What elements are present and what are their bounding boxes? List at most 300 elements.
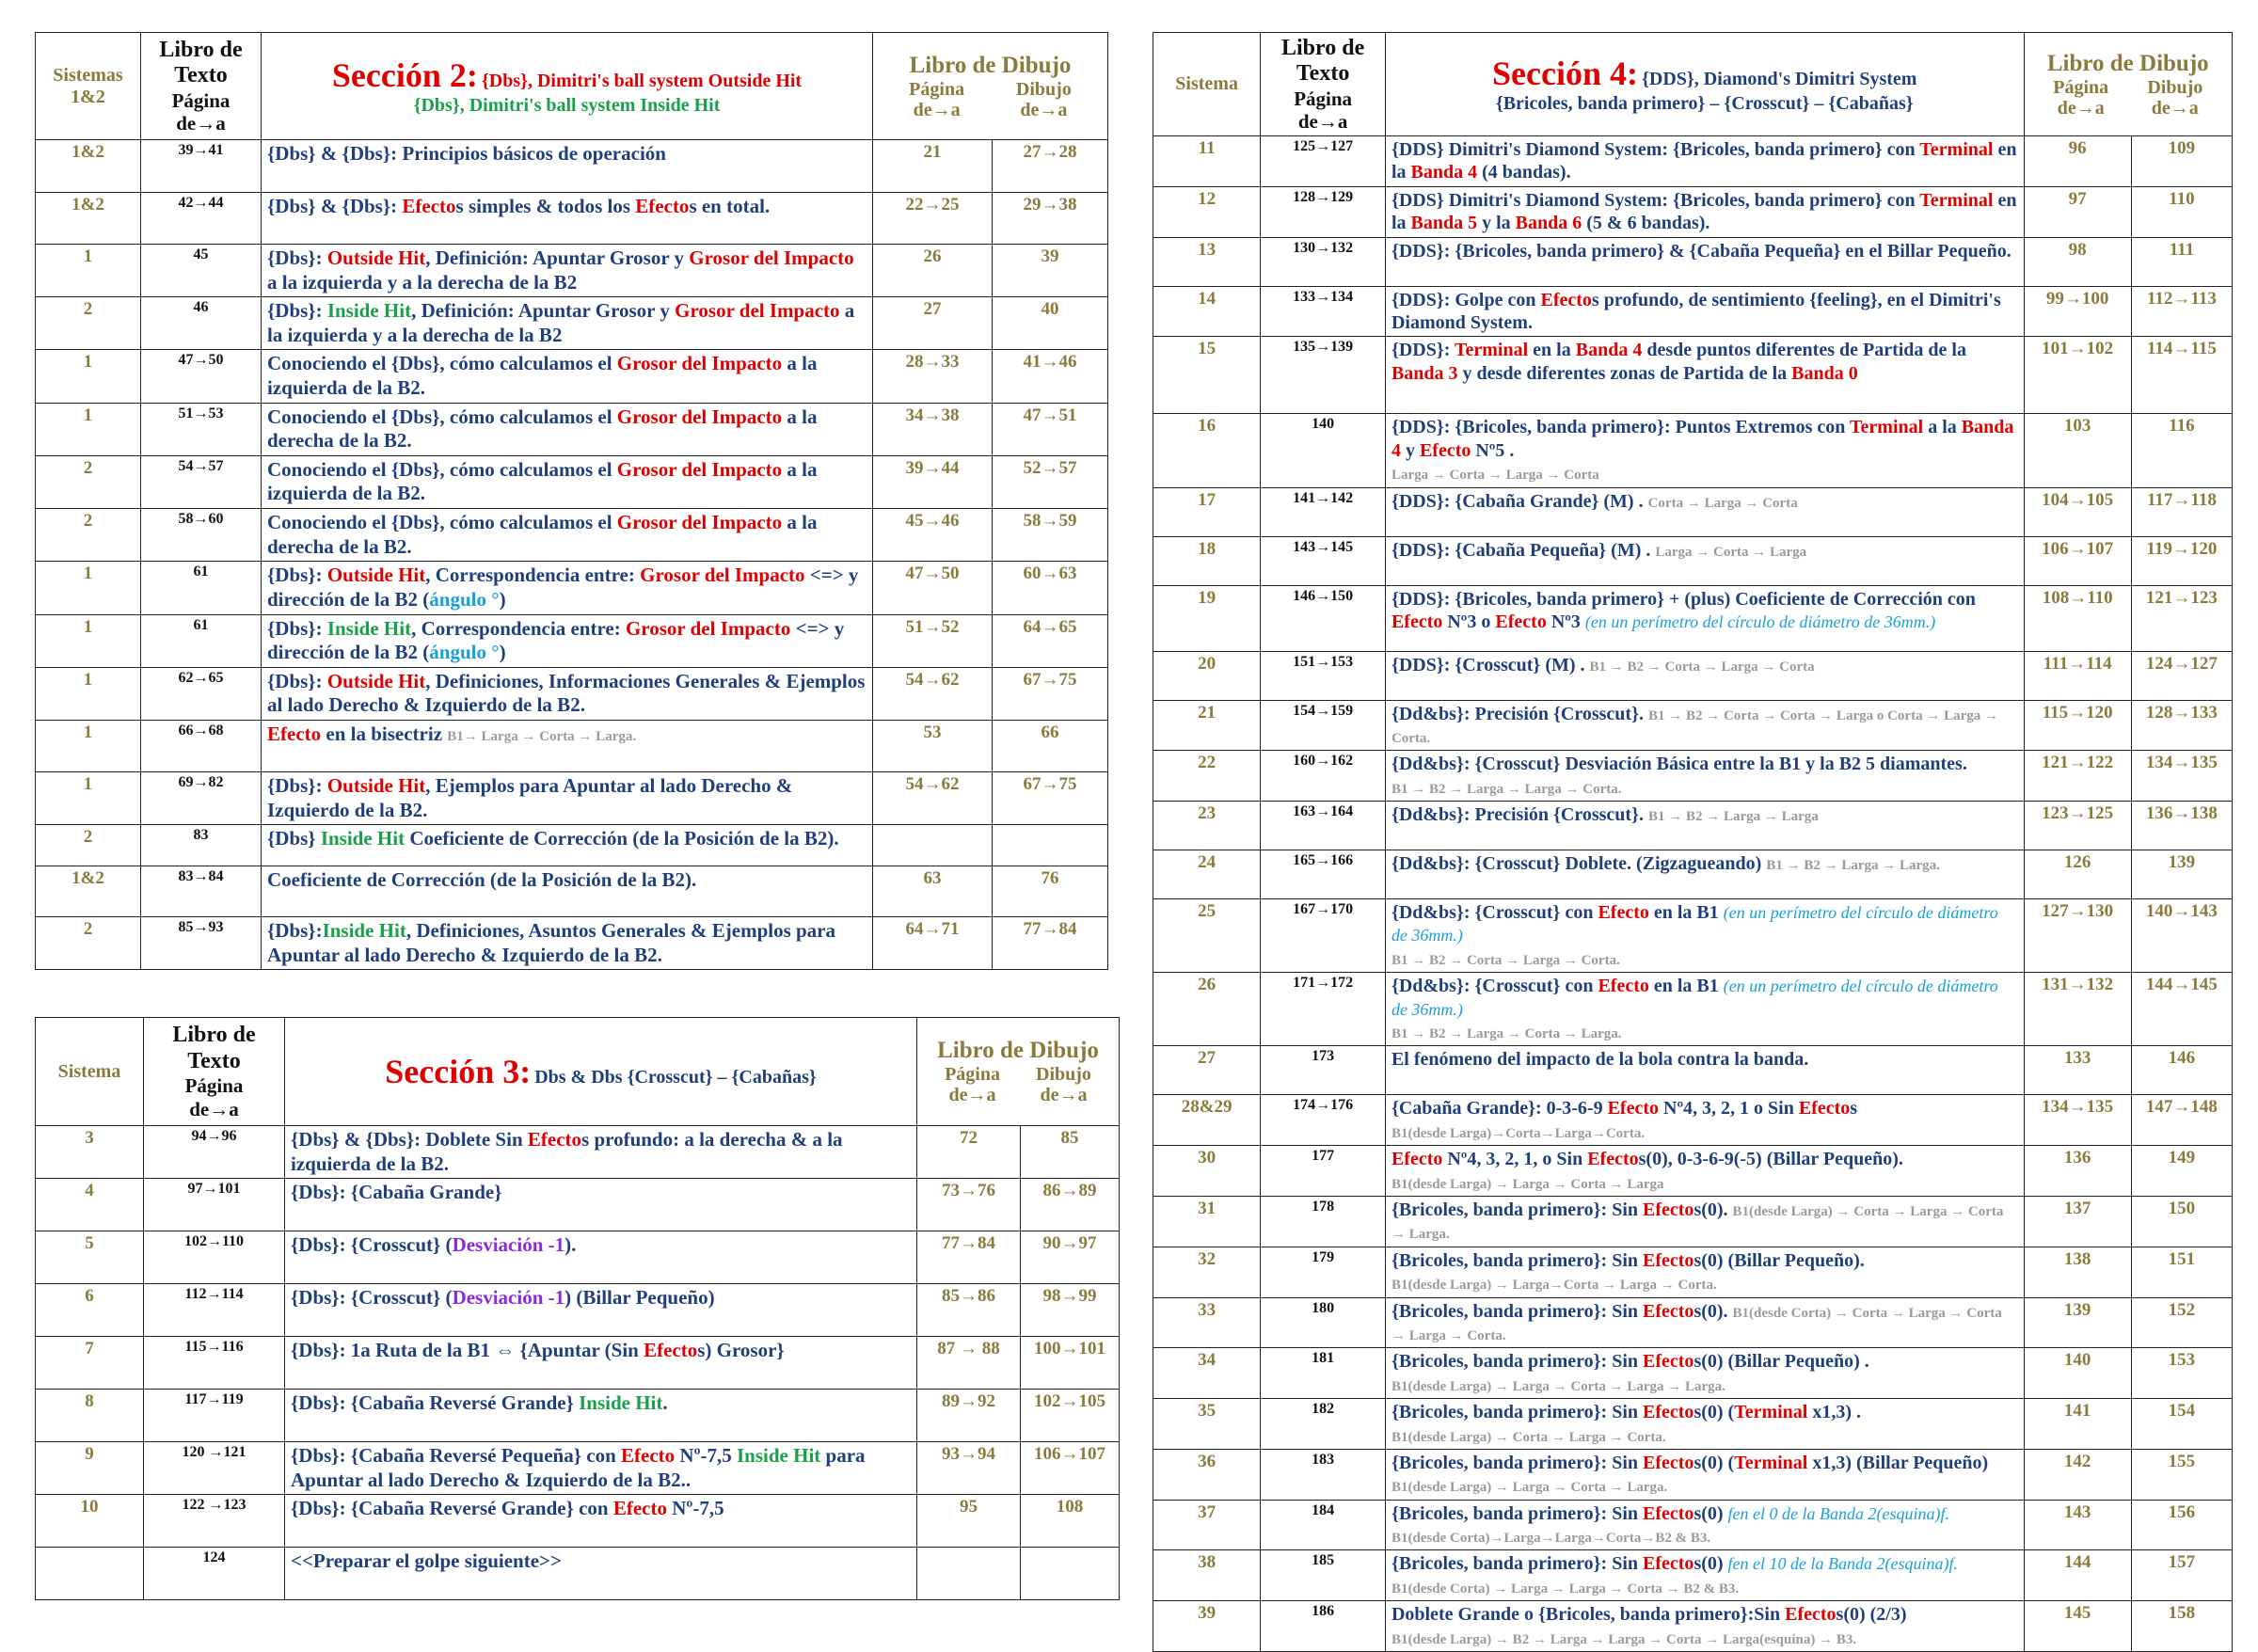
libro-texto-cell: 185 [1261, 1550, 1386, 1601]
libro-texto-cell: 151→153 [1261, 651, 1386, 700]
sistema-cell: 1 [36, 245, 141, 297]
table-row [1153, 237, 2233, 286]
dibujo-cell: 140→143 [2131, 899, 2232, 973]
libro-texto-cell: 160→162 [1261, 751, 1386, 802]
description-text: {Dbs} & {Dbs}: Efectos simples & todos los Efectos en total. [267, 195, 771, 217]
dibujo-cell: 156 [2131, 1500, 2232, 1550]
description-cell [1385, 751, 2024, 802]
sistema-cell: 1 [36, 350, 141, 403]
dibujo-cell: 66 [993, 720, 1108, 771]
description-text: {Dbs}: {Crosscut} (Desviación -1). [291, 1233, 577, 1257]
description-text: {Dbs} Inside Hit Coeficiente de Corrección (de la Posición de la B2). [267, 827, 839, 850]
header-libro-dibujo: Libro de Dibujo Página de→aDibujo de→a [917, 1018, 1120, 1126]
libro-texto-cell: 173 [1261, 1046, 1386, 1095]
description-cell [262, 193, 873, 245]
pagina-cell: 101→102 [2024, 337, 2131, 414]
table-row [36, 509, 1108, 562]
dibujo-cell: 58→59 [993, 509, 1108, 562]
section3-header-row [36, 1018, 1120, 1126]
pagina-cell: 121→122 [2024, 751, 2131, 802]
sistema-cell: 19 [1153, 585, 1261, 651]
dibujo-cell: 155 [2131, 1449, 2232, 1500]
pagina-cell: 87 → 88 [917, 1337, 1021, 1390]
section2-title-cell [262, 33, 873, 140]
route-text: B1(desde Larga) → Corta → Larga → Corta. [1391, 1429, 1666, 1445]
table-row [1153, 802, 2233, 850]
description-text: {DDS}: {Bricoles, banda primero} & {Cabaña Pequeña} en el Billar Pequeño. [1391, 240, 2012, 262]
description-text: {Dbs} & {Dbs}: Principios básicos de operación [267, 142, 666, 165]
header-sistemas: Sistemas 1&2 [36, 33, 141, 140]
description-cell [1385, 414, 2024, 487]
description-text: {Dbs}: {Crosscut} (Desviación -1) (Billar Pequeño) [291, 1286, 715, 1310]
libro-texto-cell: 133→134 [1261, 286, 1386, 337]
table-row [1153, 899, 2233, 973]
table-row [36, 140, 1108, 193]
pagina-cell: 123→125 [2024, 802, 2131, 850]
pagina-cell: 47→50 [873, 562, 993, 614]
sistema-cell: 4 [36, 1179, 144, 1231]
table-row [36, 1284, 1120, 1337]
sistema-cell: 14 [1153, 286, 1261, 337]
table-row [36, 193, 1108, 245]
section3-table [35, 1017, 1120, 1600]
description-text: El fenómeno del impacto de la bola contra la banda. [1391, 1049, 1809, 1071]
description-text: {Cabaña Grande}: 0-3-6-9 Efecto Nº4, 3, 2, 1 o Sin Efectos [1391, 1098, 1858, 1120]
table-row [1153, 1297, 2233, 1348]
description-cell [285, 1126, 917, 1179]
pagina-cell: 96 [2024, 136, 2131, 187]
table-row [1153, 1046, 2233, 1095]
libro-texto-cell: 125→127 [1261, 136, 1386, 187]
description-cell [1385, 1449, 2024, 1500]
dibujo-cell: 111 [2131, 237, 2232, 286]
sistema-cell: 28&29 [1153, 1095, 1261, 1146]
description-cell [1385, 1399, 2024, 1450]
description-cell [1385, 1247, 2024, 1297]
pagina-cell: 103 [2024, 414, 2131, 487]
description-text: {Bricoles, banda primero}: Sin Efectos(0). [1391, 1199, 1728, 1220]
description-text: {Bricoles, banda primero}: Sin Efectos(0) [1391, 1502, 1728, 1524]
sistema-cell: 26 [1153, 973, 1261, 1046]
pagina-cell: 142 [2024, 1449, 2131, 1500]
table-row [36, 825, 1108, 866]
description-text: Conociendo el {Dbs}, cómo calculamos el Grosor del Impacto a la derecha de la B2. [267, 405, 818, 453]
table-row [36, 245, 1108, 297]
description-text: Coeficiente de Corrección (de la Posición de la B2). [267, 868, 697, 892]
description-text: Doblete Grande o {Bricoles, banda primero}:Sin Efectos(0) (2/3) [1391, 1604, 1907, 1626]
dibujo-cell: 157 [2131, 1550, 2232, 1601]
sistema-cell: 21 [1153, 700, 1261, 751]
sistema-cell: 3 [36, 1126, 144, 1179]
sistema-cell: 1 [36, 771, 141, 824]
table-row [36, 350, 1108, 403]
libro-texto-cell: 154→159 [1261, 700, 1386, 751]
section2-table [35, 32, 1108, 970]
route-text: B1 → B2 → Corta → Larga → Corta [1589, 659, 1815, 675]
table-row [36, 455, 1108, 508]
route-text: Corta → Larga → Corta [1647, 495, 1798, 511]
description-text: {DDS}: Golpe con Efectos profundo, de sentimiento {feeling}, en el Dimitri's Diamond System. [1391, 289, 2001, 333]
description-text: {Dd&bs}: {Crosscut} con Efecto en la B1 [1391, 976, 1719, 997]
dibujo-cell [993, 825, 1108, 866]
description-text: {Dbs}: Outside Hit, Definición: Apuntar Grosor y Grosor del Impacto a la izquierda y a la derecha de la B2 [267, 246, 854, 294]
description-cell [1385, 237, 2024, 286]
table-row [1153, 651, 2233, 700]
libro-texto-cell: 179 [1261, 1247, 1386, 1297]
dibujo-cell: 124→127 [2131, 651, 2232, 700]
route-text: Larga → Corta → Larga [1655, 544, 1807, 560]
description-cell [1385, 1550, 2024, 1601]
dibujo-cell: 106→107 [1021, 1442, 1120, 1495]
table-row [1153, 973, 2233, 1046]
section2-sub1: {Dbs}, Dimitri's ball system Outside Hit [481, 71, 803, 91]
description-text: Conociendo el {Dbs}, cómo calculamos el Grosor del Impacto a la izquierda de la B2. [267, 352, 818, 400]
sistema-cell: 1&2 [36, 140, 141, 193]
table-row [1153, 136, 2233, 187]
description-cell [1385, 1196, 2024, 1247]
description-cell [262, 403, 873, 455]
dibujo-cell: 128→133 [2131, 700, 2232, 751]
description-cell [262, 140, 873, 193]
table-row [1153, 850, 2233, 899]
table-row [1153, 1601, 2233, 1652]
pagina-cell: 63 [873, 866, 993, 917]
libro-texto-cell: 69→82 [141, 771, 262, 824]
sistema-cell: 2 [36, 297, 141, 350]
description-cell [262, 562, 873, 614]
libro-texto-cell: 51→53 [141, 403, 262, 455]
description-cell [262, 917, 873, 970]
description-text: {Dbs}: Inside Hit, Definición: Apuntar Grosor y Grosor del Impacto a la izquierda y a la derecha de la B2 [267, 299, 855, 346]
description-text: {Bricoles, banda primero}: Sin Efectos(0) (Terminal x1,3) . [1391, 1402, 1862, 1423]
sistema-cell: 8 [36, 1390, 144, 1442]
table-row [36, 720, 1108, 771]
libro-texto-cell: 94→96 [144, 1126, 285, 1179]
pagina-cell: 53 [873, 720, 993, 771]
route-text: B1(desde Larga) → Larga → Corta → Larga → Larga. [1391, 1378, 1725, 1394]
libro-texto-cell: 66→68 [141, 720, 262, 771]
libro-texto-cell: 186 [1261, 1601, 1386, 1652]
section2-header-row [36, 33, 1108, 140]
pagina-cell: 104→105 [2024, 487, 2131, 536]
sistema-cell: 10 [36, 1495, 144, 1548]
sistema-cell: 22 [1153, 751, 1261, 802]
pagina-cell: 141 [2024, 1399, 2131, 1450]
description-cell [1385, 802, 2024, 850]
sistema-cell: 15 [1153, 337, 1261, 414]
dibujo-cell: 110 [2131, 186, 2232, 237]
pagina-cell: 144 [2024, 1550, 2131, 1601]
libro-texto-cell: 180 [1261, 1297, 1386, 1348]
libro-texto-cell: 102→110 [144, 1231, 285, 1284]
pagina-cell: 22→25 [873, 193, 993, 245]
sistema-cell: 1&2 [36, 866, 141, 917]
dibujo-cell: 121→123 [2131, 585, 2232, 651]
route-text: B1 → B2 → Corta → Corta → Larga o Corta → Larga → Corta. [1391, 707, 1998, 746]
description-cell [1385, 1146, 2024, 1197]
sistema-cell: 12 [1153, 186, 1261, 237]
dibujo-cell: 158 [2131, 1601, 2232, 1652]
pagina-cell: 45→46 [873, 509, 993, 562]
pagina-cell: 54→62 [873, 771, 993, 824]
pagina-cell [873, 825, 993, 866]
libro-texto-cell: 130→132 [1261, 237, 1386, 286]
sistema-cell: 5 [36, 1231, 144, 1284]
libro-texto-cell: 135→139 [1261, 337, 1386, 414]
description-cell [285, 1284, 917, 1337]
libro-texto-cell: 58→60 [141, 509, 262, 562]
sistema-cell: 24 [1153, 850, 1261, 899]
description-cell [1385, 651, 2024, 700]
pagina-cell: 136 [2024, 1146, 2131, 1197]
libro-texto-cell: 141→142 [1261, 487, 1386, 536]
pagina-cell: 21 [873, 140, 993, 193]
dibujo-cell: 112→113 [2131, 286, 2232, 337]
description-cell [1385, 286, 2024, 337]
description-text: {Bricoles, banda primero}: Sin Efectos(0). [1391, 1300, 1728, 1322]
table-row [1153, 186, 2233, 237]
description-text: <<Preparar el golpe siguiente>> [291, 1549, 562, 1573]
description-text: {DDS}: {Bricoles, banda primero}: Puntos Extremos con Terminal a la Banda 4 y Efecto Nº5 . [1391, 417, 2014, 461]
description-text: {DDS} Dimitri's Diamond System: {Bricoles, banda primero} con Terminal en la Banda 4 (4 bandas). [1391, 139, 2017, 183]
pagina-cell: 34→38 [873, 403, 993, 455]
libro-texto-cell: 178 [1261, 1196, 1386, 1247]
header-sistema: Sistema [1153, 33, 1261, 136]
sistema-cell: 1 [36, 562, 141, 614]
sistema-cell: 9 [36, 1442, 144, 1495]
header-sistema: Sistema [36, 1018, 144, 1126]
description-text: {DDS}: {Cabaña Pequeña} (M) . [1391, 539, 1651, 561]
table-row [1153, 1095, 2233, 1146]
sistema-cell: 38 [1153, 1550, 1261, 1601]
libro-texto-cell: 167→170 [1261, 899, 1386, 973]
libro-texto-cell: 46 [141, 297, 262, 350]
header-libro-texto: Libro de Texto Página de→a [141, 33, 262, 140]
description-text: {Dbs} & {Dbs}: Doblete Sin Efectos profundo: a la derecha & a la izquierda de la B2. [291, 1128, 843, 1175]
dibujo-cell: 41→46 [993, 350, 1108, 403]
libro-texto-cell: 122 →123 [144, 1495, 285, 1548]
route-text: B1 → B2 → Corta → Larga → Corta. [1391, 952, 1620, 968]
dibujo-cell: 90→97 [1021, 1231, 1120, 1284]
dibujo-cell: 76 [993, 866, 1108, 917]
dibujo-cell: 52→57 [993, 455, 1108, 508]
section4-sub1: {DDS}, Diamond's Dimitri System [1642, 69, 1917, 89]
description-cell [285, 1495, 917, 1548]
table-row [1153, 536, 2233, 585]
libro-texto-cell: 97→101 [144, 1179, 285, 1231]
dibujo-cell: 109 [2131, 136, 2232, 187]
description-text: {Dd&bs}: {Crosscut} Doblete. (Zigzagueando) [1391, 853, 1762, 875]
sistema-cell: 37 [1153, 1500, 1261, 1550]
libro-texto-cell: 61 [141, 562, 262, 614]
pagina-cell: 140 [2024, 1348, 2131, 1399]
pagina-cell: 99→100 [2024, 286, 2131, 337]
dibujo-cell: 27→28 [993, 140, 1108, 193]
libro-texto-cell: 163→164 [1261, 802, 1386, 850]
libro-texto-cell: 184 [1261, 1500, 1386, 1550]
pagina-cell: 95 [917, 1495, 1021, 1548]
table-row [36, 1495, 1120, 1548]
table-row [36, 1126, 1120, 1179]
pagina-cell: 139 [2024, 1297, 2131, 1348]
libro-texto-cell: 140 [1261, 414, 1386, 487]
table-row [36, 1548, 1120, 1600]
description-text: Conociendo el {Dbs}, cómo calculamos el Grosor del Impacto a la izquierda de la B2. [267, 457, 818, 505]
libro-texto-cell: 117→119 [144, 1390, 285, 1442]
pagina-cell: 73→76 [917, 1179, 1021, 1231]
table-row [36, 403, 1108, 455]
table-row [1153, 751, 2233, 802]
sistema-cell: 23 [1153, 802, 1261, 850]
dibujo-cell: 98→99 [1021, 1284, 1120, 1337]
description-cell [262, 614, 873, 667]
table-row [36, 1442, 1120, 1495]
description-text: {Bricoles, banda primero}: Sin Efectos(0) (Billar Pequeño) . [1391, 1351, 1869, 1373]
pagina-cell: 64→71 [873, 917, 993, 970]
dibujo-cell: 151 [2131, 1247, 2232, 1297]
dibujo-cell: 146 [2131, 1046, 2232, 1095]
dibujo-cell: 39 [993, 245, 1108, 297]
dibujo-cell: 144→145 [2131, 973, 2232, 1046]
description-cell [262, 509, 873, 562]
dibujo-cell: 60→63 [993, 562, 1108, 614]
table-row [1153, 487, 2233, 536]
table-row [1153, 1550, 2233, 1601]
description-text: Efecto Nº4, 3, 2, 1, o Sin Efectos(0), 0-3-6-9(-5) (Billar Pequeño). [1391, 1149, 1903, 1170]
libro-texto-cell: 85→93 [141, 917, 262, 970]
dibujo-cell: 147→148 [2131, 1095, 2232, 1146]
sistema-cell: 18 [1153, 536, 1261, 585]
description-text: Conociendo el {Dbs}, cómo calculamos el Grosor del Impacto a la derecha de la B2. [267, 511, 818, 558]
dibujo-cell: 119→120 [2131, 536, 2232, 585]
libro-texto-cell: 177 [1261, 1146, 1386, 1197]
description-text: {Bricoles, banda primero}: Sin Efectos(0) [1391, 1553, 1728, 1575]
dibujo-cell: 152 [2131, 1297, 2232, 1348]
description-text: {Dd&bs}: Precisión {Crosscut}. [1391, 804, 1644, 826]
pagina-cell: 108→110 [2024, 585, 2131, 651]
table-row [36, 1390, 1120, 1442]
description-cell [1385, 536, 2024, 585]
libro-texto-cell: 124 [144, 1548, 285, 1600]
dibujo-cell: 153 [2131, 1348, 2232, 1399]
description-cell [1385, 899, 2024, 973]
header-libro-texto: Libro de Texto Página de→a [1261, 33, 1386, 136]
header-libro-dibujo: Libro de Dibujo Página de→aDibujo de→a [2024, 33, 2232, 136]
description-text: {Dbs}: {Cabaña Reversé Pequeña} con Efecto Nº-7,5 Inside Hit para Apuntar al lado Derecho & Izquierdo de la B2.. [291, 1444, 866, 1491]
dibujo-cell: 114→115 [2131, 337, 2232, 414]
description-cell [1385, 1095, 2024, 1146]
description-text: {DDS}: Terminal en la Banda 4 desde puntos diferentes de Partida de la Banda 3 y desde diferentes zonas de Partida de la Banda 0 [1391, 340, 1966, 384]
route-text: B1(desde Larga) → B2 → Larga → Larga → Corta → Larga(esquina) → B3. [1391, 1631, 1857, 1647]
dibujo-cell: 85 [1021, 1126, 1120, 1179]
description-text: {Dbs}: Outside Hit, Definiciones, Informaciones Generales & Ejemplos al lado Derecho & Izquierdo de la B2. [267, 669, 866, 717]
pagina-cell: 51→52 [873, 614, 993, 667]
libro-texto-cell: 42→44 [141, 193, 262, 245]
pagina-cell: 127→130 [2024, 899, 2131, 973]
description-text: {DDS} Dimitri's Diamond System: {Bricoles, banda primero} con Terminal en la Banda 5 y la Banda 6 (5 & 6 bandas). [1391, 189, 2017, 234]
route-text: B1(desde Larga)→Corta→Larga→Corta. [1391, 1125, 1646, 1141]
description-cell [1385, 1046, 2024, 1095]
libro-texto-cell: 171→172 [1261, 973, 1386, 1046]
table-row [36, 562, 1108, 614]
pagina-cell: 131→132 [2024, 973, 2131, 1046]
sistema-cell: 1&2 [36, 193, 141, 245]
dibujo-cell: 86→89 [1021, 1179, 1120, 1231]
libro-texto-cell: 83 [141, 825, 262, 866]
description-text: {Dd&bs}: Precisión {Crosscut}. [1391, 703, 1644, 724]
description-cell [1385, 585, 2024, 651]
libro-texto-cell: 146→150 [1261, 585, 1386, 651]
section4-title: Sección 4: [1492, 55, 1638, 92]
route-text: B1(desde Larga) → Corta → Larga → Corta → Larga. [1391, 1203, 2004, 1243]
header-libro-dibujo: Libro de Dibujo Página de→aDibujo de→a [873, 33, 1108, 140]
description-text: {Dbs}: 1a Ruta de la B1 ⇔ {Apuntar (Sin Efectos) Grosor} [291, 1339, 785, 1362]
description-text: {Bricoles, banda primero}: Sin Efectos(0) (Terminal x1,3) (Billar Pequeño) [1391, 1452, 1989, 1473]
description-cell [1385, 850, 2024, 899]
table-row [1153, 1399, 2233, 1450]
pagina-cell: 85→86 [917, 1284, 1021, 1337]
route-text: B1 → B2 → Larga → Larga [1647, 809, 1819, 825]
description-cell [262, 720, 873, 771]
pagina-cell: 77→84 [917, 1231, 1021, 1284]
pagina-cell: 54→62 [873, 667, 993, 720]
sistema-cell: 20 [1153, 651, 1261, 700]
description-cell [285, 1442, 917, 1495]
description-text: {Bricoles, banda primero}: Sin Efectos(0) (Billar Pequeño). [1391, 1249, 1865, 1271]
sistema-cell: 13 [1153, 237, 1261, 286]
description-text: {Dbs}: Inside Hit, Correspondencia entre: Grosor del Impacto <=> y dirección de la B2 (ángulo °) [267, 616, 845, 664]
route-text: B1→ Larga → Corta → Larga. [447, 728, 637, 744]
libro-texto-cell: 39→41 [141, 140, 262, 193]
dibujo-cell: 64→65 [993, 614, 1108, 667]
sistema-cell: 2 [36, 509, 141, 562]
sistema-cell: 6 [36, 1284, 144, 1337]
description-note: fen el 0 de la Banda 2(esquina)f. [1727, 1503, 1949, 1523]
pagina-cell [917, 1548, 1021, 1600]
description-cell [285, 1390, 917, 1442]
description-note: (en un perímetro del círculo de diámetro de 36mm.) [1584, 612, 1936, 631]
pagina-cell: 93→94 [917, 1442, 1021, 1495]
dibujo-cell: 102→105 [1021, 1390, 1120, 1442]
description-cell [285, 1337, 917, 1390]
dibujo-cell: 40 [993, 297, 1108, 350]
description-text: {DDS}: {Crosscut} (M) . [1391, 654, 1585, 675]
libro-texto-cell: 61 [141, 614, 262, 667]
table-row [1153, 585, 2233, 651]
description-cell [262, 455, 873, 508]
pagina-cell: 89→92 [917, 1390, 1021, 1442]
pagina-cell: 98 [2024, 237, 2131, 286]
sistema-cell: 2 [36, 917, 141, 970]
dibujo-cell [1021, 1548, 1120, 1600]
table-row [1153, 414, 2233, 487]
table-row [36, 917, 1108, 970]
table-row [1153, 1348, 2233, 1399]
dibujo-cell: 100→101 [1021, 1337, 1120, 1390]
pagina-cell: 28→33 [873, 350, 993, 403]
dibujo-cell: 117→118 [2131, 487, 2232, 536]
pagina-cell: 26 [873, 245, 993, 297]
sistema-cell: 30 [1153, 1146, 1261, 1197]
libro-texto-cell: 174→176 [1261, 1095, 1386, 1146]
description-cell [262, 771, 873, 824]
libro-texto-cell: 165→166 [1261, 850, 1386, 899]
dibujo-cell: 154 [2131, 1399, 2232, 1450]
pagina-cell: 137 [2024, 1196, 2131, 1247]
section2-sub2: {Dbs}, Dimitri's ball system Inside Hit [413, 95, 721, 116]
libro-texto-cell: 128→129 [1261, 186, 1386, 237]
section4-sub2: {Bricoles, banda primero} – {Crosscut} – {Cabañas} [1495, 93, 1914, 114]
